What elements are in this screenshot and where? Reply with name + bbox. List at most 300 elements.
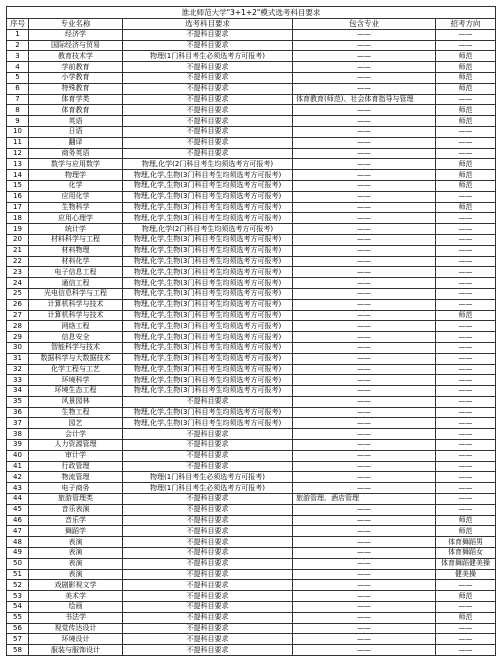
index-cell: 18 xyxy=(7,213,29,224)
enrollment-direction-cell: 师范 xyxy=(436,170,496,181)
table-row xyxy=(7,180,496,191)
included-majors-cell: —— xyxy=(293,418,436,429)
header-index: 序号 xyxy=(7,19,29,30)
enrollment-direction-cell: 体育舞蹈男 xyxy=(436,537,496,548)
included-majors-cell: —— xyxy=(293,245,436,256)
major-name-cell: 电子信息工程 xyxy=(29,267,123,278)
subject-requirement-cell: 不提科目要求 xyxy=(123,494,293,505)
enrollment-direction-cell: —— xyxy=(436,418,496,429)
enrollment-direction-cell: 健美操 xyxy=(436,569,496,580)
index-cell: 15 xyxy=(7,180,29,191)
subject-requirement-cell: 物理,化学,生物(3门科目考生均须选考方可报考) xyxy=(123,278,293,289)
subject-requirement-cell: 不提科目要求 xyxy=(123,634,293,645)
enrollment-direction-cell: —— xyxy=(436,580,496,591)
table-row xyxy=(7,332,496,343)
subject-requirement-cell: 物理,化学,生物(3门科目考生均须选考方可报考) xyxy=(123,245,293,256)
included-majors-cell: —— xyxy=(293,483,436,494)
subject-requirement-cell: 物理,化学,生物(3门科目考生均须选考方可报考) xyxy=(123,234,293,245)
major-name-cell: 应用心理学 xyxy=(29,213,123,224)
included-majors-cell: —— xyxy=(293,202,436,213)
major-name-cell: 化学 xyxy=(29,180,123,191)
header-enrollment-direction: 招考方向 xyxy=(436,19,496,30)
subject-requirement-cell: 物理,化学,生物(3门科目考生均须选考方可报考) xyxy=(123,332,293,343)
table-row xyxy=(7,342,496,353)
table-row xyxy=(7,234,496,245)
index-cell: 30 xyxy=(7,342,29,353)
included-majors-cell: —— xyxy=(293,83,436,94)
included-majors-cell: —— xyxy=(293,105,436,116)
enrollment-direction-cell: —— xyxy=(436,450,496,461)
index-cell: 58 xyxy=(7,645,29,656)
major-name-cell: 行政管理 xyxy=(29,461,123,472)
enrollment-direction-cell: 体育舞蹈健美操 xyxy=(436,558,496,569)
major-name-cell: 物理学 xyxy=(29,170,123,181)
subject-requirement-cell: 不提科目要求 xyxy=(123,548,293,559)
index-cell: 52 xyxy=(7,580,29,591)
major-name-cell: 材料科学与工程 xyxy=(29,234,123,245)
enrollment-direction-cell: 师范 xyxy=(436,612,496,623)
enrollment-direction-cell: —— xyxy=(436,429,496,440)
included-majors-cell: —— xyxy=(293,591,436,602)
table-title: 淮北师范大学"3+1+2"模式选考科目要求 xyxy=(7,7,496,19)
enrollment-direction-cell: —— xyxy=(436,332,496,343)
index-cell: 20 xyxy=(7,234,29,245)
subject-requirement-cell: 不提科目要求 xyxy=(123,580,293,591)
index-cell: 26 xyxy=(7,299,29,310)
table-row xyxy=(7,299,496,310)
table-row xyxy=(7,386,496,397)
enrollment-direction-cell: 体育舞蹈女 xyxy=(436,548,496,559)
table-row xyxy=(7,83,496,94)
index-cell: 17 xyxy=(7,202,29,213)
table-row xyxy=(7,170,496,181)
major-name-cell: 特殊教育 xyxy=(29,83,123,94)
subject-requirement-cell: 物理,化学,生物(3门科目考生均须选考方可报考) xyxy=(123,288,293,299)
major-name-cell: 人力资源管理 xyxy=(29,440,123,451)
major-name-cell: 体育学类 xyxy=(29,94,123,105)
table-row xyxy=(7,40,496,51)
included-majors-cell: —— xyxy=(293,180,436,191)
requirements-table xyxy=(6,6,496,656)
table-row xyxy=(7,148,496,159)
enrollment-direction-cell: —— xyxy=(436,504,496,515)
table-row xyxy=(7,558,496,569)
enrollment-direction-cell: 师范 xyxy=(436,159,496,170)
index-cell: 51 xyxy=(7,569,29,580)
major-name-cell: 服装与服饰设计 xyxy=(29,645,123,656)
enrollment-direction-cell: —— xyxy=(436,375,496,386)
major-name-cell: 表演 xyxy=(29,548,123,559)
subject-requirement-cell: 物理,化学(2门科目考生均须选考方可报考) xyxy=(123,224,293,235)
subject-requirement-cell: 物理,化学,生物(3门科目考生均须选考方可报考) xyxy=(123,342,293,353)
included-majors-cell: —— xyxy=(293,148,436,159)
subject-requirement-cell: 物理,化学,生物(3门科目考生均须选考方可报考) xyxy=(123,256,293,267)
subject-requirement-cell: 物理,化学,生物(3门科目考生均须选考方可报考) xyxy=(123,299,293,310)
included-majors-cell: —— xyxy=(293,558,436,569)
subject-requirement-cell: 物理,化学,生物(3门科目考生均须选考方可报考) xyxy=(123,267,293,278)
enrollment-direction-cell: —— xyxy=(436,137,496,148)
table-row xyxy=(7,375,496,386)
subject-requirement-cell: 物理,化学,生物(3门科目考生均须选考方可报考) xyxy=(123,375,293,386)
index-cell: 36 xyxy=(7,407,29,418)
included-majors-cell: —— xyxy=(293,461,436,472)
table-row xyxy=(7,245,496,256)
subject-requirement-cell: 不提科目要求 xyxy=(123,623,293,634)
index-cell: 22 xyxy=(7,256,29,267)
enrollment-direction-cell: 师范 xyxy=(436,591,496,602)
enrollment-direction-cell: —— xyxy=(436,278,496,289)
table-row xyxy=(7,72,496,83)
index-cell: 48 xyxy=(7,537,29,548)
index-cell: 54 xyxy=(7,602,29,613)
table-body xyxy=(7,29,496,655)
index-cell: 40 xyxy=(7,450,29,461)
subject-requirement-cell: 不提科目要求 xyxy=(123,83,293,94)
major-name-cell: 环境科学 xyxy=(29,375,123,386)
included-majors-cell: —— xyxy=(293,170,436,181)
table-row xyxy=(7,256,496,267)
table-row xyxy=(7,472,496,483)
header-included-majors: 包含专业 xyxy=(293,19,436,30)
major-name-cell: 材料化学 xyxy=(29,256,123,267)
table-row xyxy=(7,191,496,202)
subject-requirement-cell: 物理,化学,生物(3门科目考生均须选考方可报考) xyxy=(123,418,293,429)
included-majors-cell: —— xyxy=(293,342,436,353)
included-majors-cell: —— xyxy=(293,472,436,483)
included-majors-cell: —— xyxy=(293,332,436,343)
major-name-cell: 会计学 xyxy=(29,429,123,440)
header-subject-requirement: 选考科目要求 xyxy=(123,19,293,30)
subject-requirement-cell: 不提科目要求 xyxy=(123,526,293,537)
subject-requirement-cell: 不提科目要求 xyxy=(123,515,293,526)
table-row xyxy=(7,116,496,127)
major-name-cell: 书法学 xyxy=(29,612,123,623)
index-cell: 37 xyxy=(7,418,29,429)
table-row xyxy=(7,321,496,332)
table-row xyxy=(7,267,496,278)
included-majors-cell: —— xyxy=(293,224,436,235)
enrollment-direction-cell: —— xyxy=(436,40,496,51)
subject-requirement-cell: 不提科目要求 xyxy=(123,558,293,569)
enrollment-direction-cell: —— xyxy=(436,623,496,634)
index-cell: 57 xyxy=(7,634,29,645)
major-name-cell: 表演 xyxy=(29,558,123,569)
enrollment-direction-cell: —— xyxy=(436,299,496,310)
major-name-cell: 日语 xyxy=(29,126,123,137)
subject-requirement-cell: 不提科目要求 xyxy=(123,126,293,137)
major-name-cell: 学前教育 xyxy=(29,62,123,73)
included-majors-cell: —— xyxy=(293,126,436,137)
table-row xyxy=(7,612,496,623)
table-row xyxy=(7,105,496,116)
index-cell: 25 xyxy=(7,288,29,299)
major-name-cell: 统计学 xyxy=(29,224,123,235)
enrollment-direction-cell: 师范 xyxy=(436,116,496,127)
index-cell: 12 xyxy=(7,148,29,159)
major-name-cell: 信息安全 xyxy=(29,332,123,343)
table-row xyxy=(7,396,496,407)
included-majors-cell: —— xyxy=(293,234,436,245)
enrollment-direction-cell: 师范 xyxy=(436,105,496,116)
enrollment-direction-cell: —— xyxy=(436,213,496,224)
major-name-cell: 经济学 xyxy=(29,29,123,40)
enrollment-direction-cell: 师范 xyxy=(436,62,496,73)
enrollment-direction-cell: —— xyxy=(436,245,496,256)
table-row xyxy=(7,51,496,62)
included-majors-cell: —— xyxy=(293,504,436,515)
included-majors-cell: —— xyxy=(293,450,436,461)
table-row xyxy=(7,418,496,429)
enrollment-direction-cell: —— xyxy=(436,342,496,353)
subject-requirement-cell: 不提科目要求 xyxy=(123,504,293,515)
table-row xyxy=(7,526,496,537)
major-name-cell: 电子商务 xyxy=(29,483,123,494)
major-name-cell: 旅游管理类 xyxy=(29,494,123,505)
enrollment-direction-cell: —— xyxy=(436,321,496,332)
included-majors-cell: —— xyxy=(293,623,436,634)
subject-requirement-cell: 物理,化学,生物(3门科目考生均须选考方可报考) xyxy=(123,170,293,181)
table-row xyxy=(7,580,496,591)
enrollment-direction-cell: —— xyxy=(436,256,496,267)
enrollment-direction-cell: —— xyxy=(436,483,496,494)
subject-requirement-cell: 物理,化学,生物(3门科目考生均须选考方可报考) xyxy=(123,407,293,418)
index-cell: 49 xyxy=(7,548,29,559)
enrollment-direction-cell: —— xyxy=(436,29,496,40)
subject-requirement-cell: 不提科目要求 xyxy=(123,461,293,472)
included-majors-cell: —— xyxy=(293,634,436,645)
included-majors-cell: —— xyxy=(293,440,436,451)
major-name-cell: 光电信息科学与工程 xyxy=(29,288,123,299)
index-cell: 56 xyxy=(7,623,29,634)
subject-requirement-cell: 不提科目要求 xyxy=(123,612,293,623)
included-majors-cell: —— xyxy=(293,526,436,537)
table-row xyxy=(7,515,496,526)
enrollment-direction-cell: —— xyxy=(436,191,496,202)
table-row xyxy=(7,623,496,634)
included-majors-cell: —— xyxy=(293,602,436,613)
included-majors-cell: —— xyxy=(293,191,436,202)
major-name-cell: 音乐表演 xyxy=(29,504,123,515)
major-name-cell: 园艺 xyxy=(29,418,123,429)
table-row xyxy=(7,602,496,613)
included-majors-cell: —— xyxy=(293,396,436,407)
index-cell: 50 xyxy=(7,558,29,569)
table-row xyxy=(7,569,496,580)
table-row xyxy=(7,504,496,515)
index-cell: 53 xyxy=(7,591,29,602)
index-cell: 39 xyxy=(7,440,29,451)
index-cell: 31 xyxy=(7,353,29,364)
table-row xyxy=(7,62,496,73)
table-row xyxy=(7,483,496,494)
included-majors-cell: —— xyxy=(293,537,436,548)
index-cell: 16 xyxy=(7,191,29,202)
table-row xyxy=(7,429,496,440)
subject-requirement-cell: 不提科目要求 xyxy=(123,29,293,40)
major-name-cell: 国际经济与贸易 xyxy=(29,40,123,51)
table-row xyxy=(7,591,496,602)
enrollment-direction-cell: —— xyxy=(436,234,496,245)
included-majors-cell: —— xyxy=(293,72,436,83)
subject-requirement-cell: 不提科目要求 xyxy=(123,62,293,73)
table-row xyxy=(7,202,496,213)
index-cell: 29 xyxy=(7,332,29,343)
enrollment-direction-cell: —— xyxy=(436,148,496,159)
table-row xyxy=(7,494,496,505)
index-cell: 41 xyxy=(7,461,29,472)
header-major-name: 专业名称 xyxy=(29,19,123,30)
major-name-cell: 环境生态工程 xyxy=(29,386,123,397)
table-row xyxy=(7,213,496,224)
included-majors-cell: —— xyxy=(293,137,436,148)
enrollment-direction-cell: —— xyxy=(436,396,496,407)
enrollment-direction-cell: —— xyxy=(436,472,496,483)
major-name-cell: 体育教育 xyxy=(29,105,123,116)
major-name-cell: 商务英语 xyxy=(29,148,123,159)
included-majors-cell: —— xyxy=(293,375,436,386)
included-majors-cell: —— xyxy=(293,51,436,62)
major-name-cell: 环境设计 xyxy=(29,634,123,645)
major-name-cell: 化学工程与工艺 xyxy=(29,364,123,375)
index-cell: 55 xyxy=(7,612,29,623)
subject-requirement-cell: 不提科目要求 xyxy=(123,591,293,602)
major-name-cell: 数学与应用数学 xyxy=(29,159,123,170)
index-cell: 42 xyxy=(7,472,29,483)
included-majors-cell: 体育教育(师范)、社会体育指导与管理 xyxy=(293,94,436,105)
included-majors-cell: —— xyxy=(293,213,436,224)
index-cell: 13 xyxy=(7,159,29,170)
major-name-cell: 审计学 xyxy=(29,450,123,461)
subject-requirement-cell: 物理(1门科目考生必须选考方可报考) xyxy=(123,483,293,494)
subject-requirement-cell: 不提科目要求 xyxy=(123,105,293,116)
enrollment-direction-cell: —— xyxy=(436,386,496,397)
major-name-cell: 表演 xyxy=(29,537,123,548)
major-name-cell: 视觉传达设计 xyxy=(29,623,123,634)
subject-requirement-cell: 不提科目要求 xyxy=(123,94,293,105)
included-majors-cell: —— xyxy=(293,159,436,170)
index-cell: 4 xyxy=(7,62,29,73)
index-cell: 6 xyxy=(7,83,29,94)
index-cell: 10 xyxy=(7,126,29,137)
subject-requirement-cell: 不提科目要求 xyxy=(123,72,293,83)
major-name-cell: 网络工程 xyxy=(29,321,123,332)
enrollment-direction-cell: —— xyxy=(436,94,496,105)
major-name-cell: 翻译 xyxy=(29,137,123,148)
index-cell: 21 xyxy=(7,245,29,256)
enrollment-direction-cell: —— xyxy=(436,126,496,137)
table-row xyxy=(7,278,496,289)
included-majors-cell: —— xyxy=(293,299,436,310)
subject-requirement-cell: 不提科目要求 xyxy=(123,450,293,461)
index-cell: 5 xyxy=(7,72,29,83)
included-majors-cell: —— xyxy=(293,40,436,51)
included-majors-cell: —— xyxy=(293,515,436,526)
subject-requirement-cell: 物理,化学,生物(3门科目考生均须选考方可报考) xyxy=(123,321,293,332)
enrollment-direction-cell: —— xyxy=(436,288,496,299)
table-row xyxy=(7,537,496,548)
table-row xyxy=(7,94,496,105)
subject-requirement-cell: 物理,化学,生物(3门科目考生均须选考方可报考) xyxy=(123,213,293,224)
index-cell: 32 xyxy=(7,364,29,375)
enrollment-direction-cell: —— xyxy=(436,645,496,656)
table-row xyxy=(7,440,496,451)
table-row xyxy=(7,548,496,559)
subject-requirement-cell: 物理,化学,生物(3门科目考生均须选考方可报考) xyxy=(123,386,293,397)
enrollment-direction-cell: —— xyxy=(436,440,496,451)
major-name-cell: 计算机科学与技术 xyxy=(29,299,123,310)
subject-requirement-cell: 物理,化学,生物(3门科目考生均须选考方可报考) xyxy=(123,191,293,202)
index-cell: 33 xyxy=(7,375,29,386)
major-name-cell: 计算机科学与技术 xyxy=(29,310,123,321)
index-cell: 14 xyxy=(7,170,29,181)
subject-requirement-cell: 不提科目要求 xyxy=(123,40,293,51)
included-majors-cell: —— xyxy=(293,386,436,397)
table-row xyxy=(7,407,496,418)
major-name-cell: 英语 xyxy=(29,116,123,127)
included-majors-cell: —— xyxy=(293,612,436,623)
table-row xyxy=(7,137,496,148)
index-cell: 1 xyxy=(7,29,29,40)
included-majors-cell: —— xyxy=(293,310,436,321)
major-name-cell: 表演 xyxy=(29,569,123,580)
included-majors-cell: —— xyxy=(293,256,436,267)
subject-requirement-cell: 物理,化学(2门科目考生均须选考方可报考) xyxy=(123,159,293,170)
major-name-cell: 绘画 xyxy=(29,602,123,613)
enrollment-direction-cell: 师范 xyxy=(436,51,496,62)
major-name-cell: 通信工程 xyxy=(29,278,123,289)
included-majors-cell: —— xyxy=(293,267,436,278)
table-row xyxy=(7,353,496,364)
subject-requirement-cell: 物理,化学,生物(3门科目考生均须选考方可报考) xyxy=(123,310,293,321)
subject-requirement-cell: 不提科目要求 xyxy=(123,116,293,127)
included-majors-cell: —— xyxy=(293,429,436,440)
subject-requirement-cell: 不提科目要求 xyxy=(123,429,293,440)
included-majors-cell: —— xyxy=(293,278,436,289)
major-name-cell: 风景园林 xyxy=(29,396,123,407)
subject-requirement-cell: 物理,化学,生物(3门科目考生均须选考方可报考) xyxy=(123,180,293,191)
included-majors-cell: —— xyxy=(293,29,436,40)
included-majors-cell: —— xyxy=(293,580,436,591)
table-row xyxy=(7,159,496,170)
included-majors-cell: —— xyxy=(293,353,436,364)
enrollment-direction-cell: 师范 xyxy=(436,526,496,537)
index-cell: 43 xyxy=(7,483,29,494)
included-majors-cell: —— xyxy=(293,364,436,375)
index-cell: 28 xyxy=(7,321,29,332)
subject-requirement-cell: 物理,化学,生物(3门科目考生均须选考方可报考) xyxy=(123,364,293,375)
index-cell: 3 xyxy=(7,51,29,62)
major-name-cell: 小学教育 xyxy=(29,72,123,83)
index-cell: 46 xyxy=(7,515,29,526)
major-name-cell: 舞蹈学 xyxy=(29,526,123,537)
subject-requirement-cell: 物理,化学,生物(3门科目考生均须选考方可报考) xyxy=(123,353,293,364)
major-name-cell: 物流管理 xyxy=(29,472,123,483)
major-name-cell: 美术学 xyxy=(29,591,123,602)
enrollment-direction-cell: 师范 xyxy=(436,180,496,191)
index-cell: 11 xyxy=(7,137,29,148)
subject-requirement-cell: 不提科目要求 xyxy=(123,148,293,159)
subject-requirement-cell: 不提科目要求 xyxy=(123,602,293,613)
index-cell: 44 xyxy=(7,494,29,505)
enrollment-direction-cell: —— xyxy=(436,634,496,645)
subject-requirement-cell: 物理(1门科目考生必须选考方可报考) xyxy=(123,51,293,62)
enrollment-direction-cell: —— xyxy=(436,407,496,418)
table-row xyxy=(7,288,496,299)
index-cell: 47 xyxy=(7,526,29,537)
major-name-cell: 生物科学 xyxy=(29,202,123,213)
included-majors-cell: —— xyxy=(293,569,436,580)
included-majors-cell: 旅游管理、酒店管理 xyxy=(293,494,436,505)
